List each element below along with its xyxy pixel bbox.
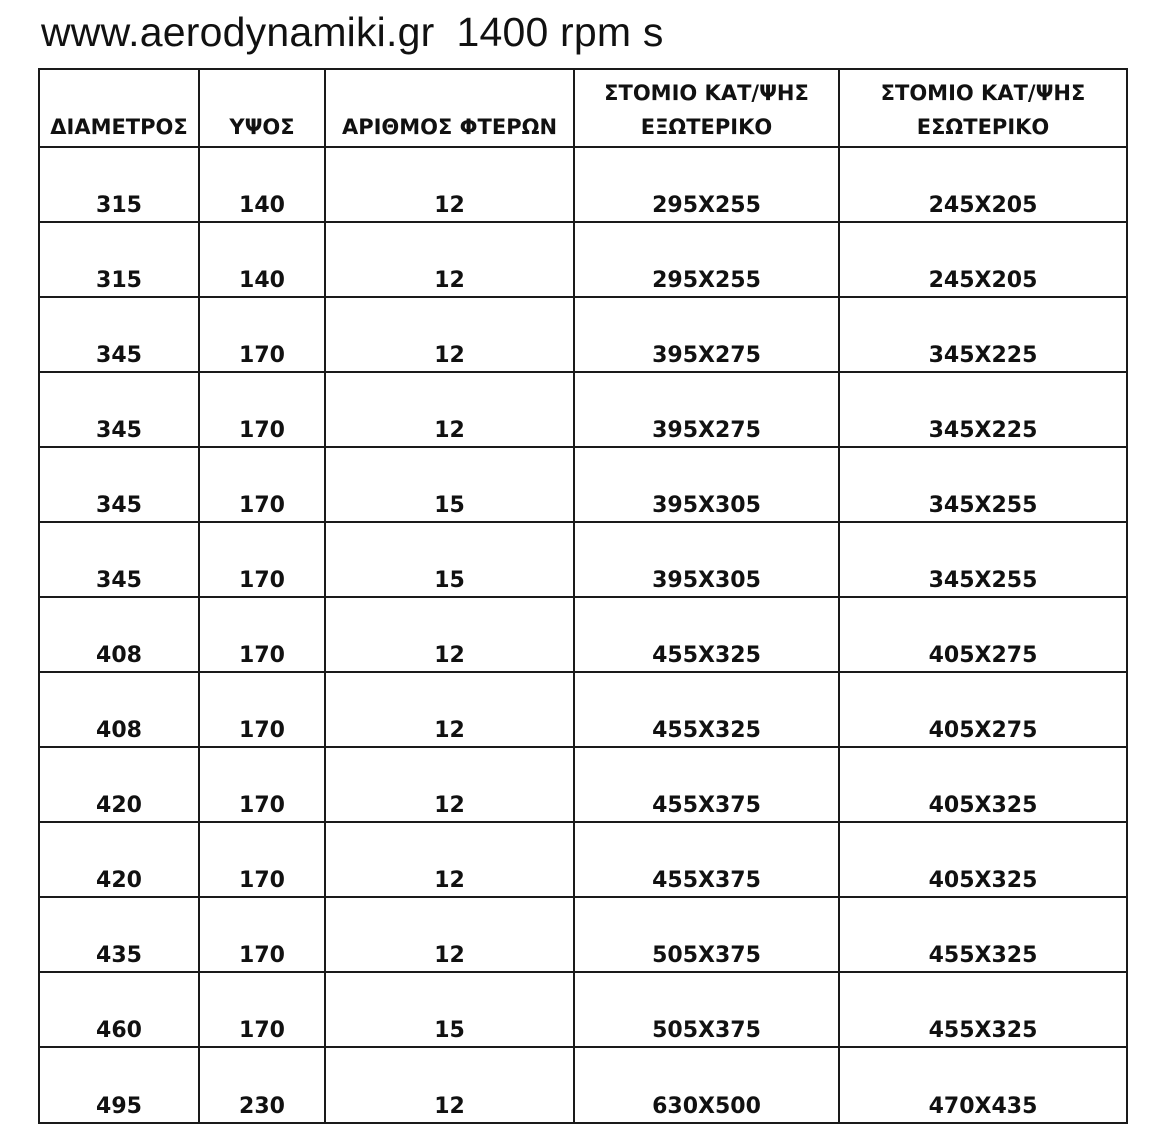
table-row — [39, 747, 1127, 822]
cell-outer-outlet: 505X375 — [574, 972, 839, 1047]
cell-inner-outlet: 245X205 — [839, 222, 1127, 297]
cell-inner-outlet: 345X255 — [839, 522, 1127, 597]
cell-height: 170 — [199, 372, 325, 447]
table-row — [39, 372, 1127, 447]
cell-inner-outlet: 345X225 — [839, 297, 1127, 372]
table-row — [39, 972, 1127, 1047]
cell-inner-outlet: 455X325 — [839, 897, 1127, 972]
cell-diameter: 420 — [39, 747, 199, 822]
cell-blade-count: 12 — [325, 822, 574, 897]
cell-diameter: 315 — [39, 222, 199, 297]
cell-height: 170 — [199, 747, 325, 822]
cell-outer-outlet: 630X500 — [574, 1047, 839, 1123]
cell-blade-count: 12 — [325, 672, 574, 747]
table-row — [39, 297, 1127, 372]
cell-blade-count: 15 — [325, 972, 574, 1047]
table-row — [39, 822, 1127, 897]
cell-blade-count: 12 — [325, 297, 574, 372]
cell-outer-outlet: 395X305 — [574, 447, 839, 522]
cell-blade-count: 12 — [325, 597, 574, 672]
table-row — [39, 1047, 1127, 1123]
cell-blade-count: 12 — [325, 1047, 574, 1123]
cell-outer-outlet: 505X375 — [574, 897, 839, 972]
cell-diameter: 420 — [39, 822, 199, 897]
cell-outer-outlet: 455X375 — [574, 822, 839, 897]
cell-blade-count: 15 — [325, 522, 574, 597]
cell-outer-outlet: 295X255 — [574, 222, 839, 297]
cell-height: 170 — [199, 972, 325, 1047]
cell-blade-count: 15 — [325, 447, 574, 522]
cell-outer-outlet: 455X375 — [574, 747, 839, 822]
cell-diameter: 495 — [39, 1047, 199, 1123]
cell-inner-outlet: 345X255 — [839, 447, 1127, 522]
table-row — [39, 522, 1127, 597]
header-height: ΥΨΟΣ — [199, 69, 325, 147]
cell-diameter: 315 — [39, 147, 199, 222]
cell-height: 170 — [199, 597, 325, 672]
table-row — [39, 597, 1127, 672]
page-title — [41, 6, 664, 58]
cell-inner-outlet: 345X225 — [839, 372, 1127, 447]
table-row — [39, 222, 1127, 297]
cell-diameter: 408 — [39, 672, 199, 747]
cell-blade-count: 12 — [325, 747, 574, 822]
table-row — [39, 672, 1127, 747]
cell-height: 170 — [199, 522, 325, 597]
table-header-row — [39, 69, 1127, 147]
cell-outer-outlet: 395X275 — [574, 297, 839, 372]
cell-diameter: 460 — [39, 972, 199, 1047]
speed-label: 1400 rpm s — [456, 9, 664, 55]
cell-height: 170 — [199, 447, 325, 522]
table-row — [39, 897, 1127, 972]
table-row — [39, 447, 1127, 522]
cell-height: 140 — [199, 222, 325, 297]
cell-outer-outlet: 395X305 — [574, 522, 839, 597]
header-diameter: ΔΙΑΜΕΤΡΟΣ — [39, 69, 199, 147]
table-body — [39, 147, 1127, 1123]
cell-height: 170 — [199, 822, 325, 897]
cell-outer-outlet: 455X325 — [574, 597, 839, 672]
cell-height: 230 — [199, 1047, 325, 1123]
cell-outer-outlet: 295X255 — [574, 147, 839, 222]
table-row — [39, 147, 1127, 222]
cell-inner-outlet: 470X435 — [839, 1047, 1127, 1123]
cell-inner-outlet: 405X275 — [839, 672, 1127, 747]
cell-diameter: 408 — [39, 597, 199, 672]
website-url: www.aerodynamiki.gr — [41, 9, 435, 55]
cell-height: 170 — [199, 897, 325, 972]
cell-blade-count: 12 — [325, 372, 574, 447]
cell-diameter: 345 — [39, 447, 199, 522]
cell-inner-outlet: 245X205 — [839, 147, 1127, 222]
cell-height: 170 — [199, 672, 325, 747]
header-blade-count: ΑΡΙΘΜΟΣ ΦΤΕΡΩΝ — [325, 69, 574, 147]
cell-diameter: 435 — [39, 897, 199, 972]
cell-blade-count: 12 — [325, 897, 574, 972]
header-inner-outlet: ΣΤΟΜΙΟ ΚΑΤ/ΨΗΣ ΕΣΩΤΕΡΙΚΟ — [839, 69, 1127, 147]
cell-height: 140 — [199, 147, 325, 222]
cell-diameter: 345 — [39, 297, 199, 372]
cell-inner-outlet: 455X325 — [839, 972, 1127, 1047]
header-outer-outlet: ΣΤΟΜΙΟ ΚΑΤ/ΨΗΣ ΕΞΩΤΕΡΙΚΟ — [574, 69, 839, 147]
cell-blade-count: 12 — [325, 222, 574, 297]
cell-inner-outlet: 405X275 — [839, 597, 1127, 672]
cell-diameter: 345 — [39, 372, 199, 447]
cell-diameter: 345 — [39, 522, 199, 597]
cell-inner-outlet: 405X325 — [839, 747, 1127, 822]
fan-spec-table — [38, 68, 1128, 1124]
cell-blade-count: 12 — [325, 147, 574, 222]
cell-height: 170 — [199, 297, 325, 372]
cell-inner-outlet: 405X325 — [839, 822, 1127, 897]
cell-outer-outlet: 395X275 — [574, 372, 839, 447]
cell-outer-outlet: 455X325 — [574, 672, 839, 747]
